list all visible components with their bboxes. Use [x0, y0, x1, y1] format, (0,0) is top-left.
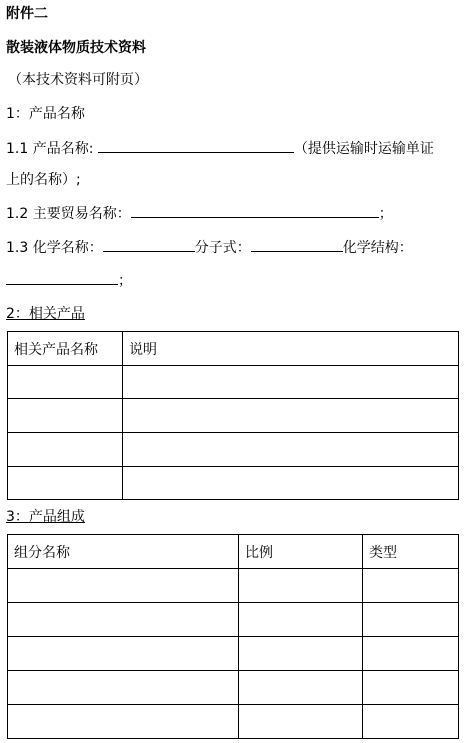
table-cell[interactable]: [8, 569, 239, 603]
section-3-heading: 3：产品组成: [6, 509, 85, 525]
table-cell[interactable]: [239, 569, 363, 603]
table-cell[interactable]: [239, 637, 363, 671]
product-name-blank[interactable]: [98, 138, 294, 153]
table-cell[interactable]: [363, 603, 459, 637]
field-1-3-row: [6, 237, 413, 258]
field-1-2-row: [6, 203, 393, 224]
table-cell[interactable]: [239, 671, 363, 705]
table-cell[interactable]: [8, 705, 239, 739]
table-cell[interactable]: [363, 671, 459, 705]
field-1-2-label: 1.2 主要贸易名称：: [6, 206, 131, 222]
table-cell[interactable]: [8, 671, 239, 705]
header-ratio: 比例: [239, 535, 363, 569]
table-cell[interactable]: [8, 603, 239, 637]
table-cell[interactable]: [123, 366, 459, 399]
table-cell[interactable]: [363, 569, 459, 603]
table-cell[interactable]: [123, 433, 459, 467]
formula-blank[interactable]: [251, 237, 343, 252]
section-1-heading: 1：产品名称: [6, 106, 85, 122]
attachment-label: 附件二: [6, 6, 48, 22]
formula-label: 分子式：: [194, 240, 251, 256]
structure-label: 化学结构：: [342, 240, 413, 256]
table-row: [8, 569, 459, 603]
trade-name-blank[interactable]: [131, 203, 379, 218]
chemical-name-blank[interactable]: [103, 237, 195, 252]
attachment-note: （本技术资料可附页）: [8, 72, 148, 88]
table-row: [8, 366, 459, 399]
table-cell[interactable]: [8, 399, 123, 433]
table-row: [8, 399, 459, 433]
field-1-3-continuation: [6, 270, 132, 291]
field-1-1-row: [6, 138, 434, 159]
table-cell[interactable]: [239, 705, 363, 739]
header-component-name: 组分名称: [8, 535, 239, 569]
related-products-table: [7, 331, 459, 500]
table-header-row: [8, 535, 459, 569]
table-row: [8, 433, 459, 467]
header-description: 说明: [123, 332, 459, 366]
table-cell[interactable]: [8, 366, 123, 399]
field-1-3-label: 1.3 化学名称：: [6, 240, 103, 256]
table-cell[interactable]: [363, 705, 459, 739]
section-2-heading: 2：相关产品: [6, 306, 85, 322]
table-cell[interactable]: [8, 433, 123, 467]
header-related-product-name: 相关产品名称: [8, 332, 123, 366]
table-cell[interactable]: [8, 637, 239, 671]
table-row: [8, 705, 459, 739]
table-cell[interactable]: [239, 603, 363, 637]
table-row: [8, 671, 459, 705]
table-cell[interactable]: [123, 399, 459, 433]
field-1-1-label: 1.1 产品名称:: [6, 141, 98, 157]
field-1-3-end: ；: [118, 273, 132, 289]
document-title: 散装液体物质技术资料: [6, 40, 146, 56]
field-1-1-suffix: （提供运输时运输单证: [293, 141, 434, 157]
table-header-row: [8, 332, 459, 366]
header-type: 类型: [363, 535, 459, 569]
table-cell[interactable]: [123, 467, 459, 500]
table-row: [8, 467, 459, 500]
table-cell[interactable]: [8, 467, 123, 500]
field-1-2-suffix: ；: [378, 206, 393, 222]
field-1-1-continuation: 上的名称）;: [6, 172, 81, 188]
table-row: [8, 637, 459, 671]
structure-blank[interactable]: [6, 270, 118, 285]
table-row: [8, 603, 459, 637]
composition-table: [7, 534, 459, 739]
table-cell[interactable]: [363, 637, 459, 671]
